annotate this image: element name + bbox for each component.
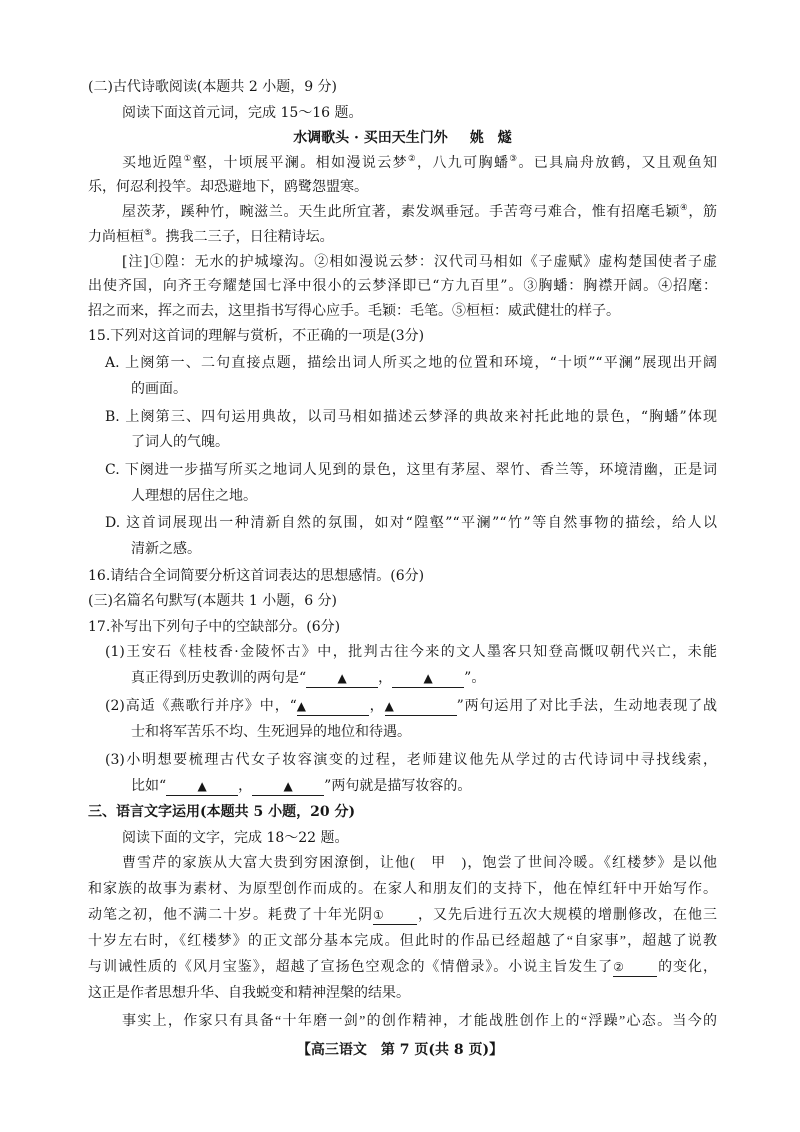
passage-text: 动笔之初，他不满二十岁。耗费了十年光阴 <box>88 908 373 923</box>
question-17-item-2-continued: 士和将军苦乐不均、生死迥异的地位和待遇。 <box>131 724 411 740</box>
passage-line: 事实上，作家只有具备“十年磨一剑”的创作精神，才能战胜创作上的“浮躁”心态。当今的 <box>122 1014 717 1029</box>
option-d: D. 这首词展现出一种清新自然的氛围，如对“隍壑”“平澜”“竹”等自然事物的描绘，给人以 <box>105 515 717 531</box>
poem-text: 买地近隍 <box>122 155 184 171</box>
fill-blank: ② <box>613 959 657 977</box>
item-text: ， <box>378 670 393 686</box>
passage-text: 的变化， <box>657 960 718 975</box>
question-17-item-2 <box>105 695 717 717</box>
fill-blank: ▲ <box>297 698 369 716</box>
option-a-continued: 的画面。 <box>131 381 187 397</box>
language-instruction: 阅读下面的文字，完成 18～22 题。 <box>122 830 349 846</box>
poem-note-line: 出使齐国，向齐王夸耀楚国七泽中很小的云梦泽即已“方九百里”。③胸蟠：胸襟开阔。④招麾： <box>88 278 717 294</box>
dictation-section-heading: (三)名篇名句默写(本题共 1 小题，6 分) <box>88 593 338 609</box>
question-17-item-3: (3)小明想要梳理古代女子妆容演变的过程，老师建议他先从学过的古代诗词中寻找线索， <box>105 752 717 768</box>
item-text: ， <box>368 698 385 714</box>
poem-line <box>88 226 717 248</box>
option-a: A. 上阕第一、二句直接点题，描绘出词人所买之地的位置和环境，“十顷”“平澜”展现出开阔 <box>105 355 717 371</box>
poem-line <box>122 201 717 223</box>
poem-title-line <box>88 127 717 149</box>
passage-text: ，又先后进行五次大规模的增删修改，在他三 <box>417 908 717 923</box>
question-17-stem: 17.补写出下列句子中的空缺部分。(6分) <box>88 619 341 635</box>
footnote-marker: ③ <box>509 154 519 164</box>
question-15-stem: 15.下列对这首词的理解与赏析，不正确的一项是(3分) <box>88 328 425 344</box>
option-d-continued: 清新之感。 <box>131 541 201 557</box>
poem-text: 。已具扁舟放鹤，又且观鱼知 <box>518 155 718 171</box>
option-c: C. 下阕进一步描写所买之地词人见到的景色，这里有茅屋、翠竹、香兰等，环境清幽，正是词 <box>105 462 717 478</box>
footnote-marker: ① <box>183 154 193 164</box>
poem-author: 姚 燧 <box>469 130 512 146</box>
fill-blank: ① <box>373 907 417 925</box>
poem-text: 力尚桓桓 <box>88 229 144 245</box>
poem-line: 乐，何忍利投竿。却恐避地下，鸥鹭怨盟寒。 <box>88 179 368 195</box>
question-17-item-3-continued <box>131 775 717 797</box>
option-b: B. 上阕第三、四句运用典故，以司马相如描述云梦泽的典故来衬托此地的景色，“胸蟠”体现 <box>105 409 717 425</box>
poem-title: 水调歌头 · 买田天生门外 <box>293 130 448 146</box>
poem-note-line: 招之而来，挥之而去，这里指书写得心应手。毛颖：毛笔。⑤桓桓：威武健壮的样子。 <box>88 303 620 319</box>
item-text: ， <box>238 778 253 794</box>
question-17-item-1-continued <box>131 667 717 689</box>
question-17-item-1: (1)王安石《桂枝香·金陵怀古》中，批判古往今来的文人墨客只知登高慨叹朝代兴亡，未能 <box>105 644 717 660</box>
item-text: 真正得到历史教训的两句是“ <box>131 670 307 686</box>
poem-text: ，筋 <box>688 204 718 220</box>
passage-line: 和家族的故事为素材、为原型创作而成的。在家人和朋友们的支持下，他在悼红轩中开始写作。 <box>88 882 717 897</box>
fill-blank: ▲ <box>306 670 378 688</box>
passage-text: 与训诫性质的《风月宝鉴》，超越了宣扬色空观念的《情僧录》。小说主旨发生了 <box>88 960 614 975</box>
item-text: (2)高适《燕歌行并序》中，“ <box>105 698 297 714</box>
question-16-stem: 16.请结合全词简要分析这首词表达的思想感情。(6分) <box>88 568 425 584</box>
footnote-marker: ⑤ <box>144 228 152 238</box>
poem-text: ，八九可胸蟠 <box>417 155 510 171</box>
fill-blank: ▲ <box>392 670 464 688</box>
fill-blank: ▲ <box>252 778 324 796</box>
poem-line <box>122 152 717 174</box>
poetry-section-heading: (二)古代诗歌阅读(本题共 2 小题，9 分) <box>88 79 338 95</box>
footnote-marker: ④ <box>680 203 689 213</box>
option-c-continued: 人理想的居住之地。 <box>131 488 257 504</box>
item-text: 比如“ <box>131 778 167 794</box>
poem-text: 。携我二三子，日往精诗坛。 <box>151 229 334 245</box>
poetry-instruction: 阅读下面这首元词，完成 15～16 题。 <box>122 105 363 121</box>
poem-text: 屋茨茅，蹊种竹，畹滋兰。天生此所宜著，素发飒垂冠。手苦弯弓难合，惟有招麾毛颖 <box>122 204 681 220</box>
fill-blank: ▲ <box>166 778 238 796</box>
poem-note-line: [注]①隍：无水的护城壕沟。②相如漫说云梦：汉代司马相如《子虚赋》虚构楚国使者子虚 <box>122 254 717 270</box>
passage-line: 这正是作者思想升华、自我蜕变和精神涅槃的结果。 <box>88 986 410 1001</box>
language-section-heading: 三、语言文字运用(本题共 5 小题，20 分) <box>88 804 356 820</box>
poem-text: 壑，十顷展平澜。相如漫说云梦 <box>192 155 409 171</box>
passage-line: 十岁左右时，《红楼梦》的正文部分基本完成。但此时的作品已经超越了“自家事”，超越了说教 <box>88 934 717 949</box>
footnote-marker: ② <box>408 154 418 164</box>
passage-line <box>88 957 717 979</box>
item-text: ”。 <box>464 670 486 686</box>
passage-line <box>88 905 717 927</box>
item-text: ”两句就是描写妆容的。 <box>324 778 472 794</box>
fill-blank: ▲ <box>385 698 457 716</box>
item-text: ”两句运用了对比手法，生动地表现了战 <box>456 698 718 714</box>
option-b-continued: 了词人的气魄。 <box>131 434 229 450</box>
passage-line: 曹雪芹的家族从大富大贵到穷困潦倒，让他( 甲 )，饱尝了世间冷暖。《红楼梦》是以他 <box>122 856 717 871</box>
page-footer: 【高三语文 第 7 页(共 8 页)】 <box>296 1042 504 1058</box>
